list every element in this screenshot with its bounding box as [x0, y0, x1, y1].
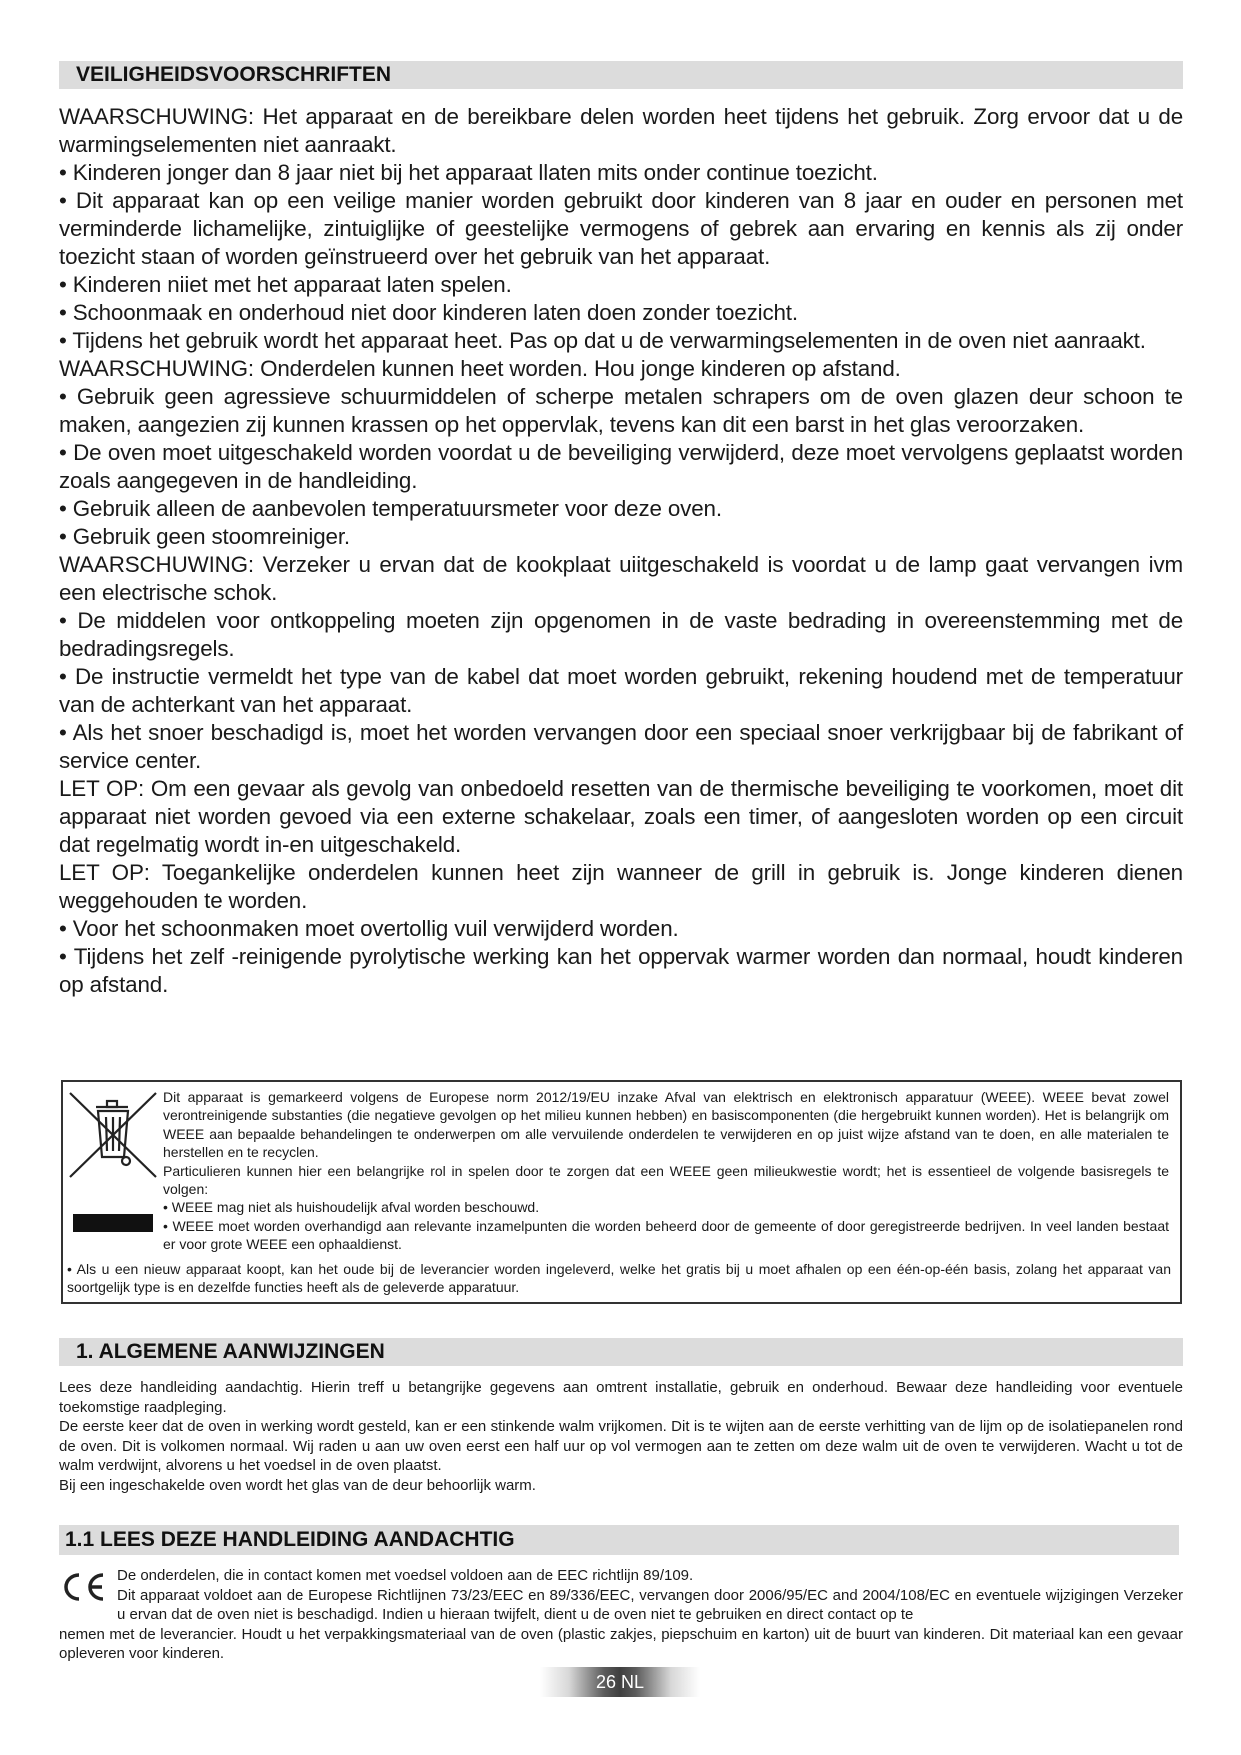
safety-line: • Kinderen jonger dan 8 jaar niet bij het apparaat llaten mits onder continue toezicht.	[59, 160, 878, 185]
section2-line: nemen met de leverancier. Houdt u het verpakkingsmateriaal van de oven (plastic zakjes, piepschuim en karton) uit de buurt van kinderen. Dit materiaal kan een gevaar opleveren voor kinderen.	[59, 1625, 1183, 1662]
section1-text	[59, 1378, 1183, 1495]
safety-line: • Voor het schoonmaken moet overtollig vuil verwijderd worden.	[59, 916, 679, 941]
safety-line: • Kinderen niiet met het apparaat laten spelen.	[59, 272, 512, 297]
safety-line: LET OP: Om een gevaar als gevolg van onbedoeld resetten van de thermische beveiliging te voorkomen, moet dit apparaat niet worden gevoed via een externe schakelaar, zoals een timer, of aangesloten worden op een circuit dat regelmatig wordt in-en uitgeschakeld.	[59, 776, 1183, 857]
weee-paragraph: • Als u een nieuw apparaat koopt, kan het oude bij de leverancier worden ingeleverd, welke het gratis bij u moet afhalen op een één-op-één basis, zolang het apparaat van soortgelijk type is en dezelfde functies heeft als de geleverde apparatuur.	[67, 1261, 1171, 1296]
safety-line: • Gebruik geen agressieve schuurmiddelen of scherpe metalen schrapers om de oven glazen deur schoon te maken, aangezien zij kunnen krassen op het oppervlak, tevens kan dit een barst in het glas veroorzaken.	[59, 384, 1183, 437]
section1-paragraph: De eerste keer dat de oven in werking wordt gesteld, kan er een stinkende walm vrijkomen. Dit is te wijten aan de eerste verhitting van de lijm op de isolatiepanelen rond de oven. Dit is volkomen normaal. Wij raden u aan uw oven eerst een half uur op vol vermogen aan te zetten om deze walm uit de oven te verwijderen. Wacht u tot de walm verdwijnt, alvorens u het voedsel in de oven plaatst.	[59, 1418, 1183, 1474]
safety-line: LET OP: Toegankelijke onderdelen kunnen heet zijn wanneer de grill in gebruik is. Jonge kinderen dienen weggehouden te worden.	[59, 860, 1183, 913]
safety-line: • Gebruik geen stoomreiniger.	[59, 524, 350, 549]
weee-paragraph: • WEEE mag niet als huishoudelijk afval worden beschouwd.	[163, 1199, 540, 1216]
section2-text	[59, 1566, 1183, 1664]
safety-line: • De oven moet uitgeschakeld worden voordat u de beveiliging verwijderd, deze moet vervolgens geplaatst worden zoals aangegeven in de handleiding.	[59, 440, 1183, 493]
weee-notice-box	[61, 1080, 1182, 1304]
section1-heading: 1. ALGEMENE AANWIJZINGEN	[59, 1338, 1183, 1366]
section2-line: Dit apparaat voldoet aan de Europese Richtlijnen 73/23/EEC en 89/336/EEC, vervangen door 2006/95/EC and 2004/108/EC en eventuele wijzigingen Verzeker u ervan dat de oven niet is beschadigd. Indien u hieraan twijfelt, dient u de oven niet te gebruiken en direct contact op te	[117, 1586, 1183, 1623]
safety-line: • De instructie vermeldt het type van de kabel dat moet worden gebruikt, rekening houdend met de temperatuur van de achterkant van het apparaat.	[59, 664, 1183, 717]
safety-text	[59, 103, 1183, 999]
weee-paragraph: Dit apparaat is gemarkeerd volgens de Europese norm 2012/19/EU inzake Afval van elektrisch en elektronisch apparatuur (WEEE). WEEE bevat zowel verontreinigende substanties (die negatieve gevolgen op het milieu kunnen hebben) en basiscomponenten (die hergebruikt kunnen worden). Het is belangrijk om WEEE aan bepaalde behandelingen te onderwerpen om alle vervuilende onderdelen te verwijderen en op juist wijze afstand van te doen, en alle materialen te herstellen en te recyclen.	[163, 1089, 1169, 1161]
weee-black-bar	[73, 1214, 153, 1232]
weee-paragraph: Particulieren kunnen hier een belangrijke rol in spelen door te zorgen dat een WEEE geen milieukwestie wordt; het is essentieel de volgende basisregels te volgen:	[163, 1162, 1169, 1198]
crossed-out-wheelie-bin-icon	[66, 1085, 161, 1180]
section2-heading: 1.1 LEES DEZE HANDLEIDING AANDACHTIG	[59, 1525, 1179, 1555]
weee-text	[163, 1088, 1169, 1254]
section2-line: De onderdelen, die in contact komen met voedsel voldoen aan de EEC richtlijn 89/109.	[117, 1567, 694, 1584]
safety-line: • Als het snoer beschadigd is, moet het worden vervangen door een speciaal snoer verkrijgbaar bij de fabrikant of service center.	[59, 720, 1183, 773]
safety-line: • Tijdens het gebruik wordt het apparaat heet. Pas op dat u de verwarmingselementen in de oven niet aanraakt.	[59, 328, 1146, 353]
weee-bottom-text	[67, 1260, 1171, 1297]
safety-line: • De middelen voor ontkoppeling moeten zijn opgenomen in de vaste bedrading in overeenstemming met de bedradingsregels.	[59, 608, 1183, 661]
safety-line: • Tijdens het zelf -reinigende pyrolytische werking kan het oppervak warmer worden dan normaal, houdt kinderen op afstand.	[59, 944, 1183, 997]
weee-paragraph: • WEEE moet worden overhandigd aan relevante inzamelpunten die worden beheerd door de gemeente of door geregistreerde bedrijven. In veel landen bestaat er voor grote WEEE een ophaaldienst.	[163, 1217, 1169, 1253]
safety-line: WAARSCHUWING: Onderdelen kunnen heet worden. Hou jonge kinderen op afstand.	[59, 356, 901, 381]
safety-heading: VEILIGHEIDSVOORSCHRIFTEN	[59, 61, 1183, 89]
safety-line: • Schoonmaak en onderhoud niet door kinderen laten doen zonder toezicht.	[59, 300, 798, 325]
page-number: 26 NL	[540, 1667, 700, 1697]
safety-line: • Dit apparaat kan op een veilige manier worden gebruikt door kinderen van 8 jaar en ouder en personen met verminderde lichamelijke, zintuiglijke of geestelijke vermogens of gebrek aan ervaring en kennis als zij onder toezicht staan of worden geïnstrueerd over het gebruik van het apparaat.	[59, 188, 1183, 269]
section1-paragraph: Bij een ingeschakelde oven wordt het glas van de deur behoorlijk warm.	[59, 1476, 536, 1494]
safety-line: WAARSCHUWING: Verzeker u ervan dat de kookplaat uiitgeschakeld is voordat u de lamp gaat vervangen ivm een electrische schok.	[59, 552, 1183, 605]
safety-line: • Gebruik alleen de aanbevolen temperatuursmeter voor deze oven.	[59, 496, 722, 521]
section1-paragraph: Lees deze handleiding aandachtig. Hierin treff u betangrijke gegevens aan omtrent installatie, gebruik en onderhoud. Bewaar deze handleiding voor eventuele toekomstige raadpleging.	[59, 1379, 1183, 1416]
safety-line: WAARSCHUWING: Het apparaat en de bereikbare delen worden heet tijdens het gebruik. Zorg ervoor dat u de warmingselementen niet aanraakt.	[59, 104, 1183, 157]
